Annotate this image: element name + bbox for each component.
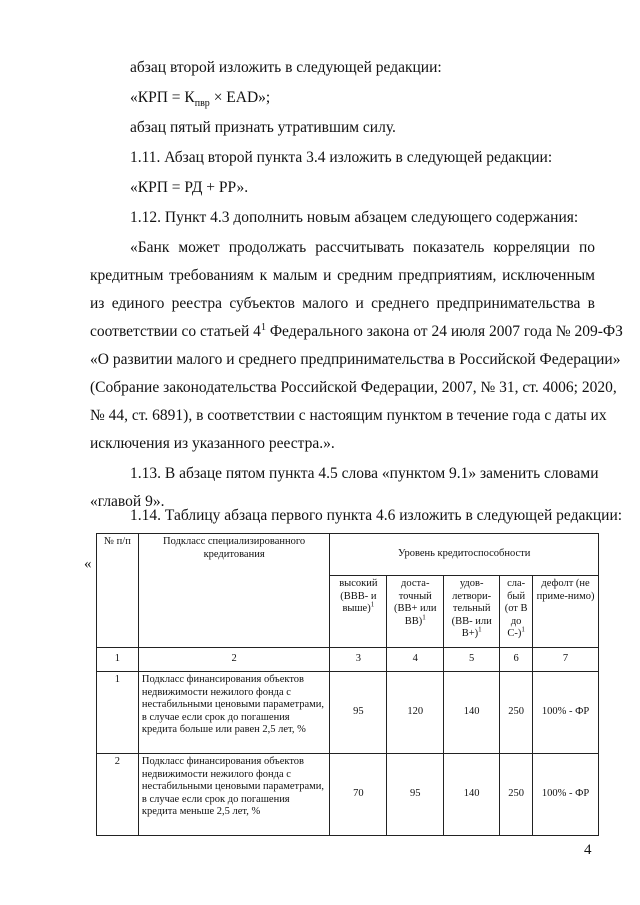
text-line: абзац второй изложить в следующей редакции: xyxy=(130,59,442,76)
value-adequate: 120 xyxy=(387,672,444,754)
risk-weight-table xyxy=(96,533,599,836)
value-high: 70 xyxy=(330,754,387,836)
header-level: Уровень кредитоспособности xyxy=(330,534,599,576)
paragraph-line: кредитным требованиям к малым и средним предприятиям, исключенным xyxy=(90,267,595,284)
subheader-satisfactory: удов-летвори-тельный (BB- или B+)$^1$ xyxy=(444,576,500,648)
column-number: 5 xyxy=(444,648,500,672)
paragraph-line: (Собрание законодательства Российской Федерации, 2007, № 31, ст. 4006; 2020, xyxy=(90,379,617,396)
item-1-12: 1.12. Пункт 4.3 дополнить новым абзацем следующего содержания: xyxy=(130,209,579,226)
value-high: 95 xyxy=(330,672,387,754)
column-number: 2 xyxy=(138,648,330,672)
item-1-11: 1.11. Абзац второй пункта 3.4 изложить в следующей редакции: xyxy=(130,149,553,166)
paragraph-line: из единого реестра субъектов малого и среднего предпринимательства в xyxy=(90,295,595,312)
column-number: 1 xyxy=(97,648,139,672)
column-number: 6 xyxy=(500,648,533,672)
header-subclass: Подкласс специализированного кредитования xyxy=(138,534,330,648)
paragraph-line: соответствии со статьей $4^1$ Федерального закона от 24 июля 2007 года № 209-ФЗ xyxy=(90,321,623,340)
value-adequate: 95 xyxy=(387,754,444,836)
subheader-high: высокий (BBB- и выше)$^1$ xyxy=(330,576,387,648)
paragraph-line: исключения из указанного реестра.». xyxy=(90,435,335,452)
text-line: абзац пятый признать утратившим силу. xyxy=(130,119,396,136)
row-number: 1 xyxy=(97,672,139,754)
formula-krp-1: «КРП = $К_{пвр}$ × EAD»; xyxy=(130,89,271,110)
subheader-default: дефолт (не приме-нимо) xyxy=(533,576,599,648)
text-line: «главой 9». xyxy=(90,493,165,510)
item-1-14: 1.14. Таблицу абзаца первого пункта 4.6 изложить в следующей редакции: xyxy=(130,507,623,524)
item-1-13: 1.13. В абзаце пятом пункта 4.5 слова «пунктом 9.1» заменить словами xyxy=(130,465,599,482)
value-default: 100% - ФР xyxy=(533,672,599,754)
table-row xyxy=(97,754,599,836)
row-number: 2 xyxy=(97,754,139,836)
value-satisfactory: 140 xyxy=(444,754,500,836)
row-description: Подкласс финансирования объектов недвижимости нежилого фонда с нестабильными ценовыми параметрами, в случае если срок до погашения кредита меньше 2,5 лет, % xyxy=(138,754,330,836)
subheader-weak: сла-бый (от B до C-)$^1$ xyxy=(500,576,533,648)
column-number: 7 xyxy=(533,648,599,672)
column-number: 3 xyxy=(330,648,387,672)
value-satisfactory: 140 xyxy=(444,672,500,754)
value-default: 100% - ФР xyxy=(533,754,599,836)
subheader-adequate: доста-точный (BB+ или BB)$^1$ xyxy=(387,576,444,648)
column-number: 4 xyxy=(387,648,444,672)
row-description: Подкласс финансирования объектов недвижимости нежилого фонда с нестабильными ценовыми параметрами, в случае если срок до погашения кредита больше или равен 2,5 лет, % xyxy=(138,672,330,754)
table-row xyxy=(97,672,599,754)
paragraph-line: «О развитии малого и среднего предпринимательства в Российской Федерации» xyxy=(90,351,621,368)
page-number: 4 xyxy=(584,842,592,858)
value-weak: 250 xyxy=(500,754,533,836)
paragraph-line: № 44, ст. 6891), в соответствии с настоящим пунктом в течение года с даты их xyxy=(90,407,607,424)
opening-quote: « xyxy=(84,556,92,572)
paragraph-line: «Банк может продолжать рассчитывать показатель корреляции по xyxy=(130,239,595,256)
header-number: № п/п xyxy=(97,534,139,648)
formula-krp-2: «КРП = РД + РР». xyxy=(130,179,249,196)
value-weak: 250 xyxy=(500,672,533,754)
